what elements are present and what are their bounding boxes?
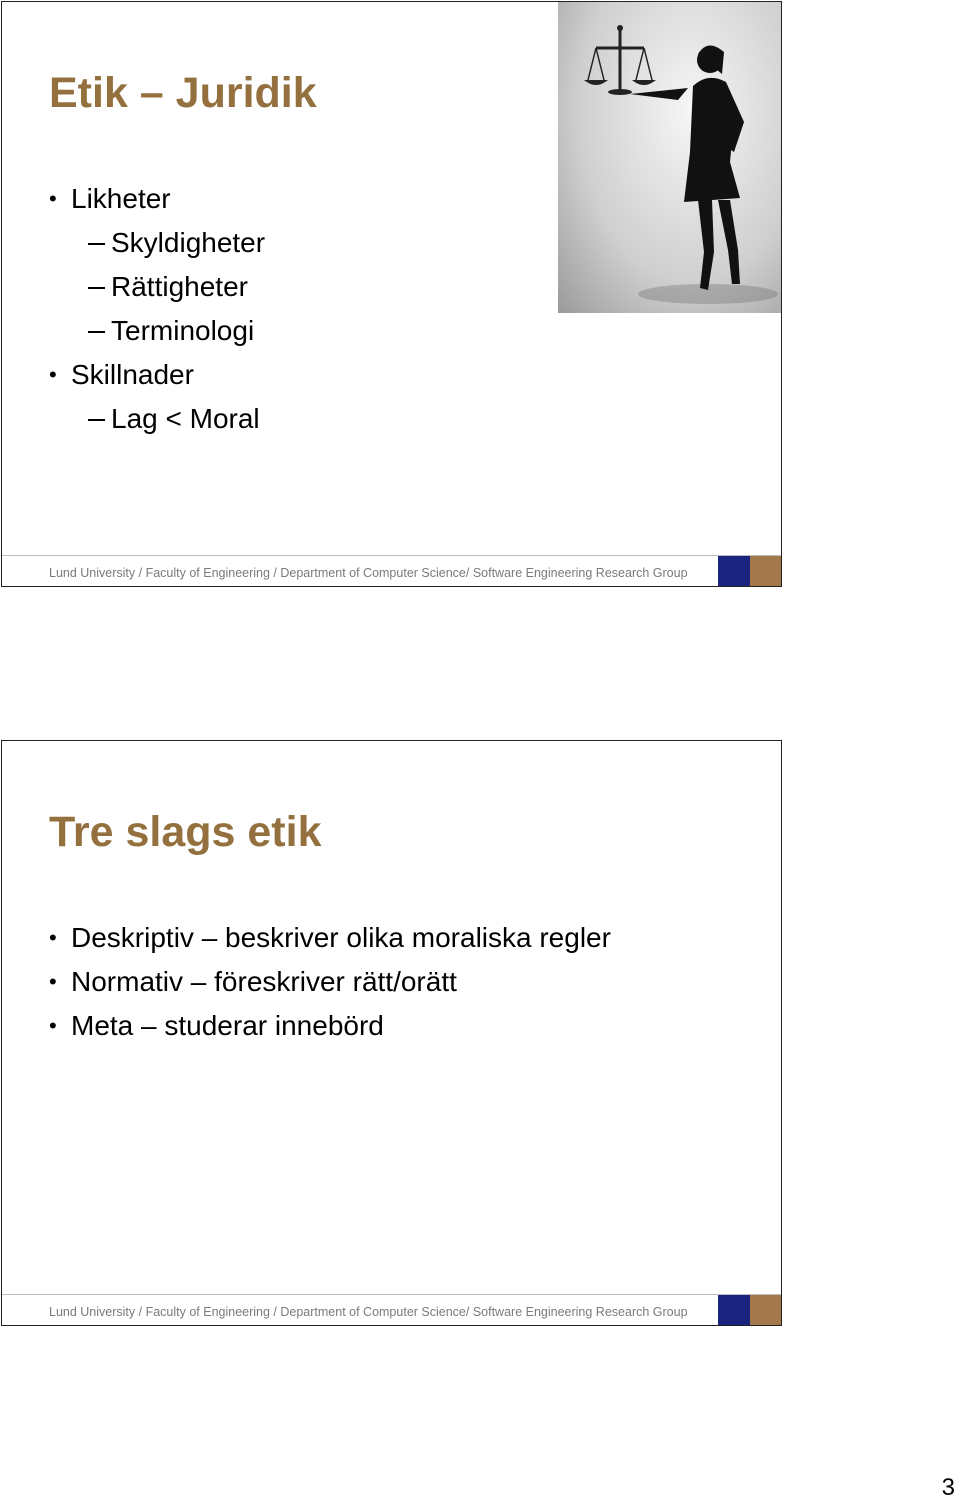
woman-holding-scales-icon <box>558 2 781 313</box>
sub-bullet-item: Terminologi <box>2 309 265 353</box>
bullet-list <box>2 177 265 441</box>
bullet-item: • Skillnader <box>2 353 265 397</box>
bullet-item: • Likheter <box>2 177 265 221</box>
bullet-item: • Deskriptiv – beskriver olika moraliska regler <box>2 916 611 960</box>
bullet-list <box>2 916 611 1048</box>
justice-scale-photo <box>558 2 781 313</box>
footer-text: Lund University / Faculty of Engineering / Department of Computer Science/ Software Engineering Research Group <box>49 566 688 580</box>
page-number: 3 <box>941 1474 955 1501</box>
slide-title: Etik – Juridik <box>49 69 317 117</box>
footer-blue-block <box>718 556 750 587</box>
bullet-item: • Normativ – föreskriver rätt/orätt <box>2 960 611 1004</box>
footer-gold-block <box>750 556 782 587</box>
footer-text: Lund University / Faculty of Engineering / Department of Computer Science/ Software Engineering Research Group <box>49 1305 688 1319</box>
slide-1 <box>1 1 782 587</box>
footer-blue-block <box>718 1295 750 1326</box>
sub-bullet-item: Skyldigheter <box>2 221 265 265</box>
slide-2 <box>1 740 782 1326</box>
sub-bullet-item: Lag < Moral <box>2 397 265 441</box>
slide-title: Tre slags etik <box>49 808 322 856</box>
sub-bullet-item: Rättigheter <box>2 265 265 309</box>
footer-gold-block <box>750 1295 782 1326</box>
bullet-item: • Meta – studerar innebörd <box>2 1004 611 1048</box>
footer-divider <box>2 1294 781 1295</box>
footer-divider <box>2 555 781 556</box>
